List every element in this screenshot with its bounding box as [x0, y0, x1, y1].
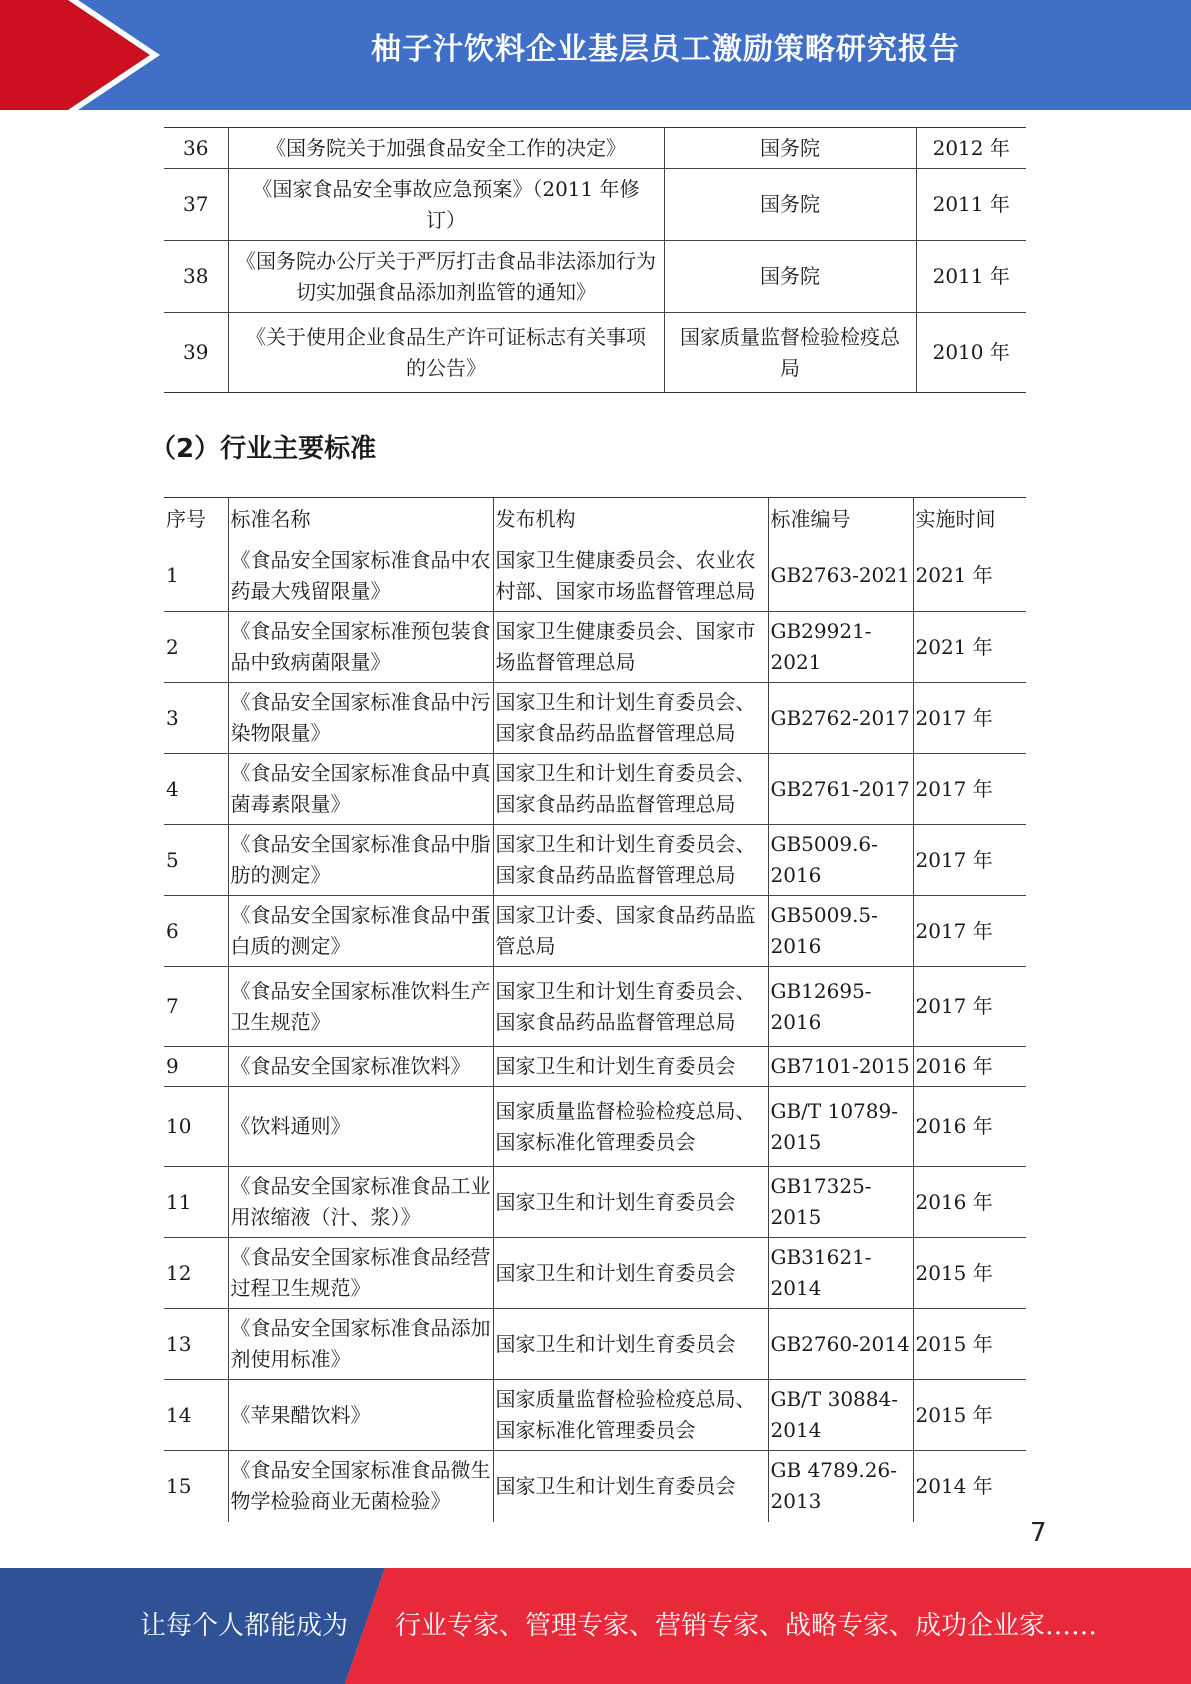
standard-date: 2015 年 [913, 1238, 1026, 1309]
row-number: 9 [164, 1047, 228, 1087]
row-number: 1 [164, 541, 228, 612]
standard-code: GB2763-2021 [768, 541, 913, 612]
row-number: 5 [164, 825, 228, 896]
regulations-table [164, 127, 1026, 393]
standard-issuer: 国家卫生和计划生育委员会 [493, 1047, 768, 1087]
standard-date: 2016 年 [913, 1087, 1026, 1167]
standard-date: 2017 年 [913, 896, 1026, 967]
standard-name: 《饮料通则》 [228, 1087, 493, 1167]
standard-code: GB12695-2016 [768, 967, 913, 1047]
column-header: 序号 [166, 506, 206, 531]
standard-issuer: 国家卫生和计划生育委员会 [493, 1309, 768, 1380]
regulation-year: 2011 年 [916, 169, 1026, 241]
standard-name: 《食品安全国家标准食品添加剂使用标准》 [228, 1309, 493, 1380]
standard-name: 《食品安全国家标准食品中农药最大残留限量》 [228, 541, 493, 612]
standard-code: GB2760-2014 [768, 1309, 913, 1380]
table-row [164, 1380, 1026, 1451]
table-row [164, 1167, 1026, 1238]
standard-name: 《食品安全国家标准预包装食品中致病菌限量》 [228, 612, 493, 683]
page-number: 7 [1030, 1518, 1047, 1548]
regulation-title: 《国家食品安全事故应急预案》（2011 年修订） [228, 169, 664, 241]
standard-date: 2016 年 [913, 1047, 1026, 1087]
standard-name: 《苹果醋饮料》 [228, 1380, 493, 1451]
standard-code: GB31621-2014 [768, 1238, 913, 1309]
standard-issuer: 国家卫生和计划生育委员会 [493, 1238, 768, 1309]
standard-date: 2014 年 [913, 1451, 1026, 1522]
standard-date: 2017 年 [913, 825, 1026, 896]
table-row [164, 683, 1026, 754]
standard-name: 《食品安全国家标准饮料》 [228, 1047, 493, 1087]
row-number: 7 [164, 967, 228, 1047]
row-number: 10 [164, 1087, 228, 1167]
table-row [164, 541, 1026, 612]
standard-issuer: 国家卫生和计划生育委员会、国家食品药品监督管理总局 [493, 683, 768, 754]
page-footer [0, 1568, 1191, 1684]
row-number: 38 [164, 241, 228, 313]
standard-issuer: 国家卫生和计划生育委员会、国家食品药品监督管理总局 [493, 754, 768, 825]
row-number: 3 [164, 683, 228, 754]
standard-name: 《食品安全国家标准食品微生物学检验商业无菌检验》 [228, 1451, 493, 1522]
regulation-issuer: 国家质量监督检验检疫总局 [664, 313, 916, 393]
standard-date: 2017 年 [913, 754, 1026, 825]
table-row [164, 825, 1026, 896]
standard-issuer: 国家卫生和计划生育委员会 [493, 1167, 768, 1238]
column-header: 实施时间 [913, 498, 1026, 541]
regulation-year: 2012 年 [916, 128, 1026, 169]
standard-name: 《食品安全国家标准食品中真菌毒素限量》 [228, 754, 493, 825]
standard-code: GB/T 30884-2014 [768, 1380, 913, 1451]
standard-name: 《食品安全国家标准食品工业用浓缩液（汁、浆）》 [228, 1167, 493, 1238]
table-row [164, 1047, 1026, 1087]
table-row [164, 169, 1026, 241]
standard-issuer: 国家质量监督检验检疫总局、国家标准化管理委员会 [493, 1087, 768, 1167]
standard-name: 《食品安全国家标准食品中脂肪的测定》 [228, 825, 493, 896]
standard-issuer: 国家卫生健康委员会、国家市场监督管理总局 [493, 612, 768, 683]
standard-date: 2021 年 [913, 541, 1026, 612]
header-chevron-decoration [0, 0, 160, 110]
row-number: 4 [164, 754, 228, 825]
standard-code: GB29921-2021 [768, 612, 913, 683]
standard-code: GB 4789.26-2013 [768, 1451, 913, 1522]
standard-name: 《食品安全国家标准食品经营过程卫生规范》 [228, 1238, 493, 1309]
row-number: 36 [164, 128, 228, 169]
standard-issuer: 国家质量监督检验检疫总局、国家标准化管理委员会 [493, 1380, 768, 1451]
table-row [164, 313, 1026, 393]
table-row [164, 1451, 1026, 1522]
standard-code: GB7101-2015 [768, 1047, 913, 1087]
row-number: 11 [164, 1167, 228, 1238]
row-number: 12 [164, 1238, 228, 1309]
regulation-issuer: 国务院 [664, 169, 916, 241]
standard-issuer: 国家卫计委、国家食品药品监管总局 [493, 896, 768, 967]
table-header-row [164, 498, 1026, 541]
standard-code: GB17325-2015 [768, 1167, 913, 1238]
table-row [164, 754, 1026, 825]
standard-code: GB5009.5-2016 [768, 896, 913, 967]
regulation-title: 《关于使用企业食品生产许可证标志有关事项的公告》 [228, 313, 664, 393]
standard-issuer: 国家卫生和计划生育委员会 [493, 1451, 768, 1522]
regulation-title: 《国务院办公厅关于严厉打击食品非法添加行为切实加强食品添加剂监管的通知》 [228, 241, 664, 313]
standard-code: GB/T 10789-2015 [768, 1087, 913, 1167]
regulation-issuer: 国务院 [664, 241, 916, 313]
table-row [164, 896, 1026, 967]
page-header [0, 0, 1191, 110]
standard-name: 《食品安全国家标准食品中污染物限量》 [228, 683, 493, 754]
report-title: 柚子汁饮料企业基层员工激励策略研究报告 [371, 32, 960, 67]
row-number: 13 [164, 1309, 228, 1380]
table-row [164, 1309, 1026, 1380]
column-header: 发布机构 [493, 498, 768, 541]
standard-name: 《食品安全国家标准饮料生产卫生规范》 [228, 967, 493, 1047]
row-number: 15 [166, 1473, 192, 1498]
row-number: 2 [164, 612, 228, 683]
table-row [164, 612, 1026, 683]
row-number: 14 [164, 1380, 228, 1451]
footer-slogan-right: 行业专家、管理专家、营销专家、战略专家、成功企业家…… [395, 1611, 1098, 1641]
table-row [164, 1087, 1026, 1167]
row-number: 6 [164, 896, 228, 967]
standard-date: 2017 年 [913, 683, 1026, 754]
row-number: 37 [164, 169, 228, 241]
column-header: 标准名称 [228, 498, 493, 541]
standard-issuer: 国家卫生健康委员会、农业农村部、国家市场监督管理总局 [493, 541, 768, 612]
regulation-title: 《国务院关于加强食品安全工作的决定》 [228, 128, 664, 169]
regulation-year: 2010 年 [916, 313, 1026, 393]
standard-name: 《食品安全国家标准食品中蛋白质的测定》 [228, 896, 493, 967]
standard-code: GB2761-2017 [768, 754, 913, 825]
row-number: 39 [164, 313, 228, 393]
standard-date: 2015 年 [913, 1309, 1026, 1380]
footer-slogan-left: 让每个人都能成为 [140, 1611, 349, 1641]
section-heading: （2）行业主要标准 [150, 434, 377, 464]
standard-date: 2016 年 [913, 1167, 1026, 1238]
table-row [164, 241, 1026, 313]
regulation-issuer: 国务院 [664, 128, 916, 169]
standard-issuer: 国家卫生和计划生育委员会、国家食品药品监督管理总局 [493, 967, 768, 1047]
table-row [164, 967, 1026, 1047]
column-header: 标准编号 [768, 498, 913, 541]
regulation-year: 2011 年 [916, 241, 1026, 313]
standard-code: GB5009.6-2016 [768, 825, 913, 896]
standard-date: 2017 年 [913, 967, 1026, 1047]
table-row [164, 128, 1026, 169]
standard-code: GB2762-2017 [768, 683, 913, 754]
standards-table [164, 497, 1026, 1522]
standard-date: 2015 年 [913, 1380, 1026, 1451]
table-row [164, 1238, 1026, 1309]
standard-date: 2021 年 [913, 612, 1026, 683]
standard-issuer: 国家卫生和计划生育委员会、国家食品药品监督管理总局 [493, 825, 768, 896]
